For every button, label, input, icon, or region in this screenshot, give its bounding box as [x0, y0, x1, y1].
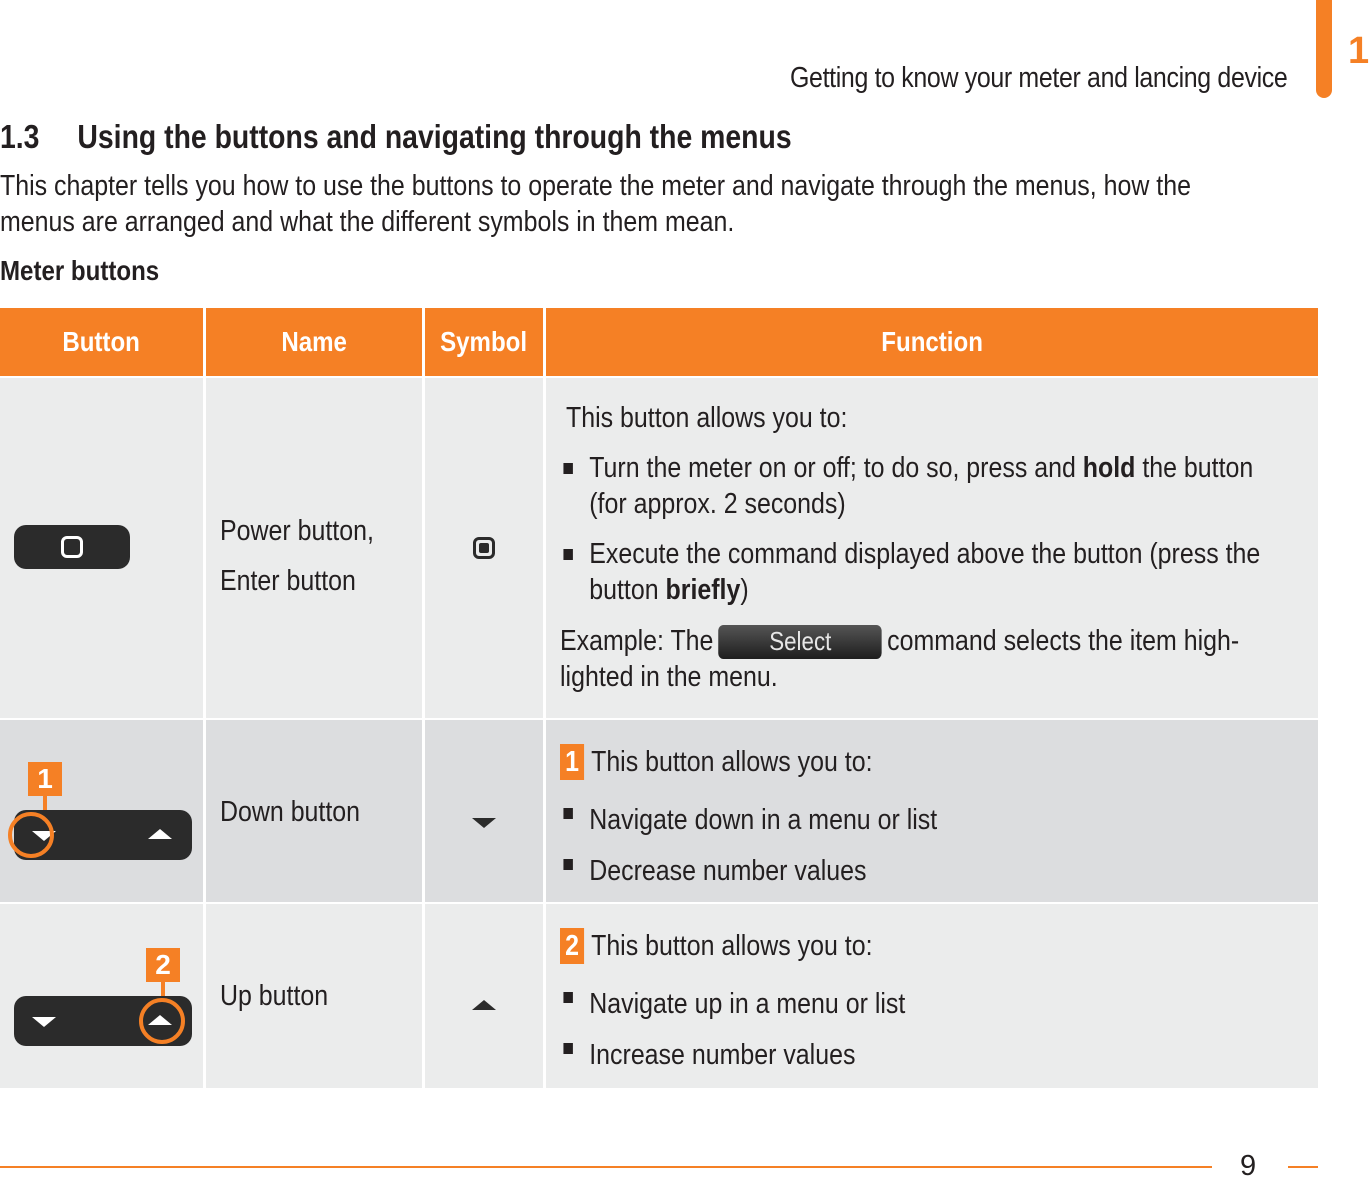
col-header-symbol: Symbol — [425, 308, 543, 376]
row3-bullet-1: Navigate up in a menu or list — [560, 979, 905, 1030]
col-header-name: Name — [206, 308, 422, 376]
chapter-number: 1 — [1348, 30, 1369, 72]
row2-lead: 1 This button allows you to: — [560, 744, 873, 780]
row1-symbol-cell — [425, 378, 543, 718]
row2-bullet-1: Navigate down in a menu or list — [560, 795, 937, 846]
section-number: 1.3 — [0, 118, 40, 155]
intro-paragraph: This chapter tells you how to use the buttons to operate the meter and navigate through the menus, how the menus are arranged and what the different symbols in them mean. — [0, 170, 1191, 238]
name-down-button: Down button — [220, 796, 361, 828]
row3-function-cell — [546, 904, 1318, 1088]
subheading-meter-buttons: Meter buttons — [0, 255, 160, 286]
row2-button-cell — [0, 720, 203, 902]
select-softkey-image: Select — [719, 625, 882, 659]
row2-bullet-2: Decrease number values — [560, 846, 937, 897]
running-header: Getting to know your meter and lancing device — [789, 62, 1287, 94]
enter-symbol-icon — [473, 537, 495, 559]
name-power-button: Power button, — [220, 515, 374, 547]
up-highlight-ring — [139, 998, 185, 1044]
chapter-tab — [1316, 0, 1332, 98]
row3-name-cell — [206, 904, 422, 1088]
section-title-text: Using the buttons and navigating through the menus — [77, 118, 792, 155]
callout-1: 1 — [28, 762, 62, 796]
down-highlight-ring — [8, 812, 54, 858]
row1-example: Example: The Select command selects the item high- lighted in the menu. — [560, 625, 1240, 694]
power-button-illustration — [14, 525, 130, 569]
footer-rule-right — [1288, 1166, 1318, 1168]
name-up-button: Up button — [220, 980, 329, 1012]
row2-function-cell — [546, 720, 1318, 902]
footer-rule-left — [0, 1166, 1212, 1168]
down-arrow-icon — [32, 1017, 56, 1027]
row3-bullet-2: Increase number values — [560, 1030, 905, 1081]
up-symbol-icon — [472, 1000, 496, 1010]
row2-name-cell — [206, 720, 422, 902]
col-header-button: Button — [0, 308, 203, 376]
row2-symbol-cell — [425, 720, 543, 902]
row1-button-cell — [0, 378, 203, 718]
row1-function-cell: This button allows you to: Turn the meter on or off; to do so, press and hold the button (for approx. 2 seconds) Execute the command displayed above the button (press the button briefly) Example: The Select command selects the item high- lighted in the menu. — [546, 378, 1318, 718]
callout-2: 2 — [146, 948, 180, 982]
row3-lead: 2 This button allows you to: — [560, 928, 873, 964]
row3-symbol-cell — [425, 904, 543, 1088]
row1-lead: This button allows you to: — [566, 402, 848, 434]
enter-icon — [61, 536, 83, 558]
row1-name-cell — [206, 378, 422, 718]
section-title — [0, 118, 792, 156]
row3-button-cell — [0, 904, 203, 1088]
name-enter-button: Enter button — [220, 565, 356, 597]
down-symbol-icon — [472, 818, 496, 828]
up-arrow-icon — [148, 829, 172, 839]
row1-bullet-1: Turn the meter on or off; to do so, press and hold the button — [560, 450, 1253, 486]
row1-bullet-2: Execute the command displayed above the button (press the — [560, 536, 1260, 572]
col-header-function: Function — [546, 308, 1318, 376]
page-number: 9 — [1240, 1150, 1257, 1182]
